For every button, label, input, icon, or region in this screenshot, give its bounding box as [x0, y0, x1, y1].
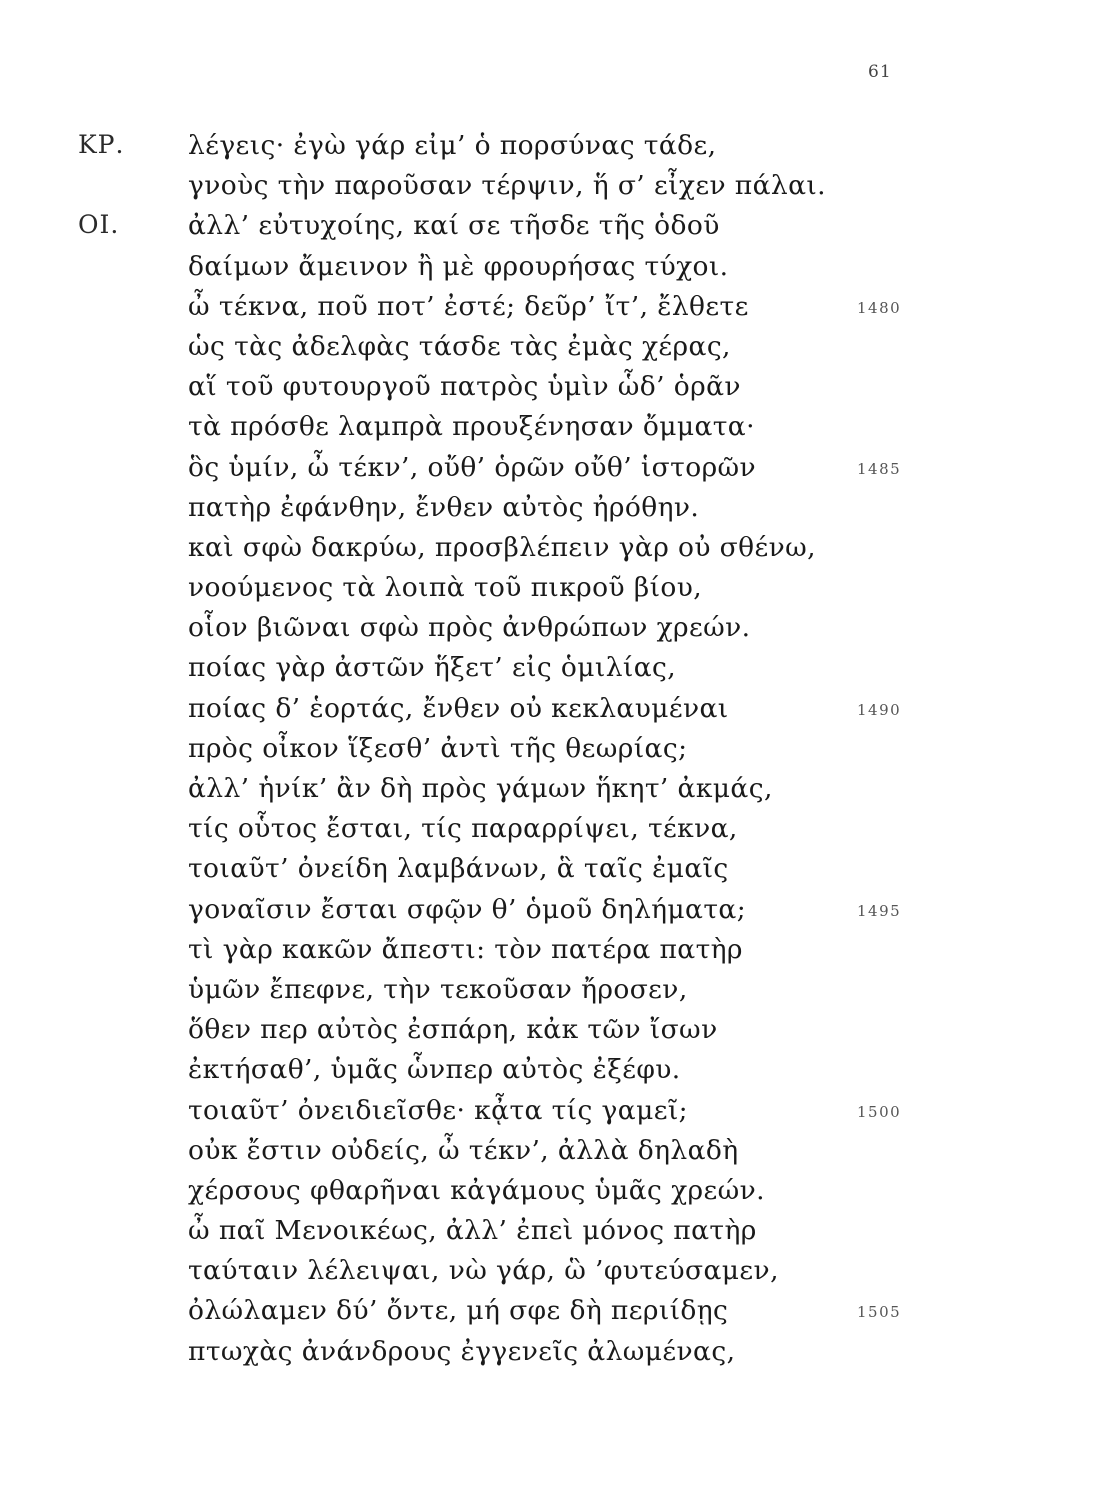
- verse-text: ποίας γὰρ ἀστῶν ἥξετ’ εἰς ὁμιλίας,: [188, 652, 677, 684]
- verse-line: [0, 733, 1113, 773]
- verse-line: [0, 1295, 1113, 1335]
- verse-line: [0, 1054, 1113, 1094]
- verse-line: [0, 693, 1113, 733]
- verse-line: [0, 1336, 1113, 1376]
- verse-line: [0, 1215, 1113, 1255]
- line-number: 1490: [857, 700, 902, 719]
- verse-line: [0, 411, 1113, 451]
- verse-text: αἵ τοῦ φυτουργοῦ πατρὸς ὑμὶν ὧδ’ ὁρᾶν: [188, 371, 741, 403]
- verse-line: [0, 452, 1113, 492]
- line-number: 1505: [857, 1303, 902, 1322]
- verse-text: χέρσους φθαρῆναι κἀγάμους ὑμᾶς χρεών.: [188, 1174, 766, 1206]
- verse-text: δαίμων ἄμεινον ἢ μὲ φρουρήσας τύχοι.: [188, 250, 729, 282]
- verse-line: [0, 974, 1113, 1014]
- verse-text: ὀλώλαμεν δύ’ ὄντε, μή σφε δὴ περιίδῃς: [188, 1295, 729, 1327]
- verse-text: καὶ σφὼ δακρύω, προσβλέπειν γὰρ οὐ σθένω,: [188, 531, 816, 563]
- speaker-label: ΚΡ.: [78, 130, 125, 159]
- verse-line: [0, 612, 1113, 652]
- verse-text: ὑμῶν ἔπεφνε, τὴν τεκοῦσαν ἤροσεν,: [188, 973, 688, 1005]
- verse-block: [0, 130, 1113, 1376]
- verse-line: [0, 1014, 1113, 1054]
- verse-line: [0, 291, 1113, 331]
- line-number: 1500: [857, 1102, 902, 1121]
- verse-line: [0, 934, 1113, 974]
- verse-text: ὅθεν περ αὐτὸς ἐσπάρη, κἀκ τῶν ἴσων: [188, 1014, 718, 1046]
- verse-text: ταύταιν λέλειψαι, νὼ γάρ, ὣ ’φυτεύσαμεν,: [188, 1255, 779, 1287]
- verse-line: [0, 251, 1113, 291]
- verse-line: [0, 894, 1113, 934]
- verse-line: [0, 532, 1113, 572]
- line-number: 1480: [857, 298, 902, 317]
- page-number: 61: [868, 62, 892, 82]
- verse-line: [0, 652, 1113, 692]
- verse-text: νοούμενος τὰ λοιπὰ τοῦ πικροῦ βίου,: [188, 572, 703, 604]
- verse-text: ὃς ὑμίν, ὦ τέκν’, οὔθ’ ὁρῶν οὔθ’ ἱστορῶν: [188, 451, 757, 483]
- line-number: 1485: [857, 459, 902, 478]
- verse-text: ἀλλ’ εὐτυχοίης, καί σε τῆσδε τῆς ὁδοῦ: [188, 210, 720, 242]
- verse-line: [0, 1135, 1113, 1175]
- verse-text: ὡς τὰς ἀδελφὰς τάσδε τὰς ἐμὰς χέρας,: [188, 330, 731, 362]
- verse-text: ποίας δ’ ἑορτάς, ἔνθεν οὐ κεκλαυμέναι: [188, 692, 729, 724]
- verse-line: [0, 371, 1113, 411]
- verse-line: [0, 813, 1113, 853]
- verse-text: τὰ πρόσθε λαμπρὰ προυξένησαν ὄμματα·: [188, 411, 755, 443]
- verse-line: [0, 853, 1113, 893]
- verse-line: [0, 1175, 1113, 1215]
- verse-text: ἀλλ’ ἡνίκ’ ἂν δὴ πρὸς γάμων ἥκητ’ ἀκμάς,: [188, 773, 773, 804]
- verse-text: πτωχὰς ἀνάνδρους ἐγγενεῖς ἀλωμένας,: [188, 1335, 736, 1367]
- verse-text: ὦ τέκνα, ποῦ ποτ’ ἐστέ; δεῦρ’ ἴτ’, ἔλθετε: [188, 290, 749, 322]
- verse-line: [0, 773, 1113, 813]
- verse-line: [0, 1095, 1113, 1135]
- verse-text: τίς οὗτος ἔσται, τίς παραρρίψει, τέκνα,: [188, 813, 738, 845]
- verse-text: τὶ γὰρ κακῶν ἄπεστι: τὸν πατέρα πατὴρ: [188, 933, 743, 965]
- verse-text: λέγεις· ἐγὼ γάρ εἰμ’ ὁ πορσύνας τάδε,: [188, 130, 717, 161]
- verse-text: τοιαῦτ’ ὀνείδη λαμβάνων, ἃ ταῖς ἐμαῖς: [188, 853, 729, 885]
- verse-line: [0, 572, 1113, 612]
- verse-text: τοιαῦτ’ ὀνειδιεῖσθε· κᾆτα τίς γαμεῖ;: [188, 1094, 688, 1126]
- verse-line: [0, 1255, 1113, 1295]
- verse-text: οἷον βιῶναι σφὼ πρὸς ἀνθρώπων χρεών.: [188, 612, 751, 644]
- verse-text: γνοὺς τὴν παροῦσαν τέρψιν, ἥ σ’ εἶχεν πάλαι.: [188, 170, 827, 202]
- verse-line: [0, 170, 1113, 210]
- verse-text: πατὴρ ἐφάνθην, ἔνθεν αὐτὸς ἠρόθην.: [188, 491, 700, 523]
- verse-text: ἐκτήσαθ’, ὑμᾶς ὧνπερ αὐτὸς ἐξέφυ.: [188, 1054, 681, 1086]
- line-number: 1495: [857, 901, 902, 920]
- verse-line: [0, 210, 1113, 250]
- verse-text: πρὸς οἶκον ἵξεσθ’ ἀντὶ τῆς θεωρίας;: [188, 732, 688, 764]
- verse-line: [0, 130, 1113, 170]
- speaker-label: ΟΙ.: [78, 210, 120, 240]
- verse-text: γοναῖσιν ἔσται σφῷν θ’ ὁμοῦ δηλήματα;: [188, 893, 747, 925]
- verse-line: [0, 331, 1113, 371]
- verse-text: οὐκ ἔστιν οὐδείς, ὦ τέκν’, ἀλλὰ δηλαδὴ: [188, 1134, 739, 1166]
- verse-text: ὦ παῖ Μενοικέως, ἀλλ’ ἐπεὶ μόνος πατὴρ: [188, 1215, 757, 1247]
- verse-line: [0, 492, 1113, 532]
